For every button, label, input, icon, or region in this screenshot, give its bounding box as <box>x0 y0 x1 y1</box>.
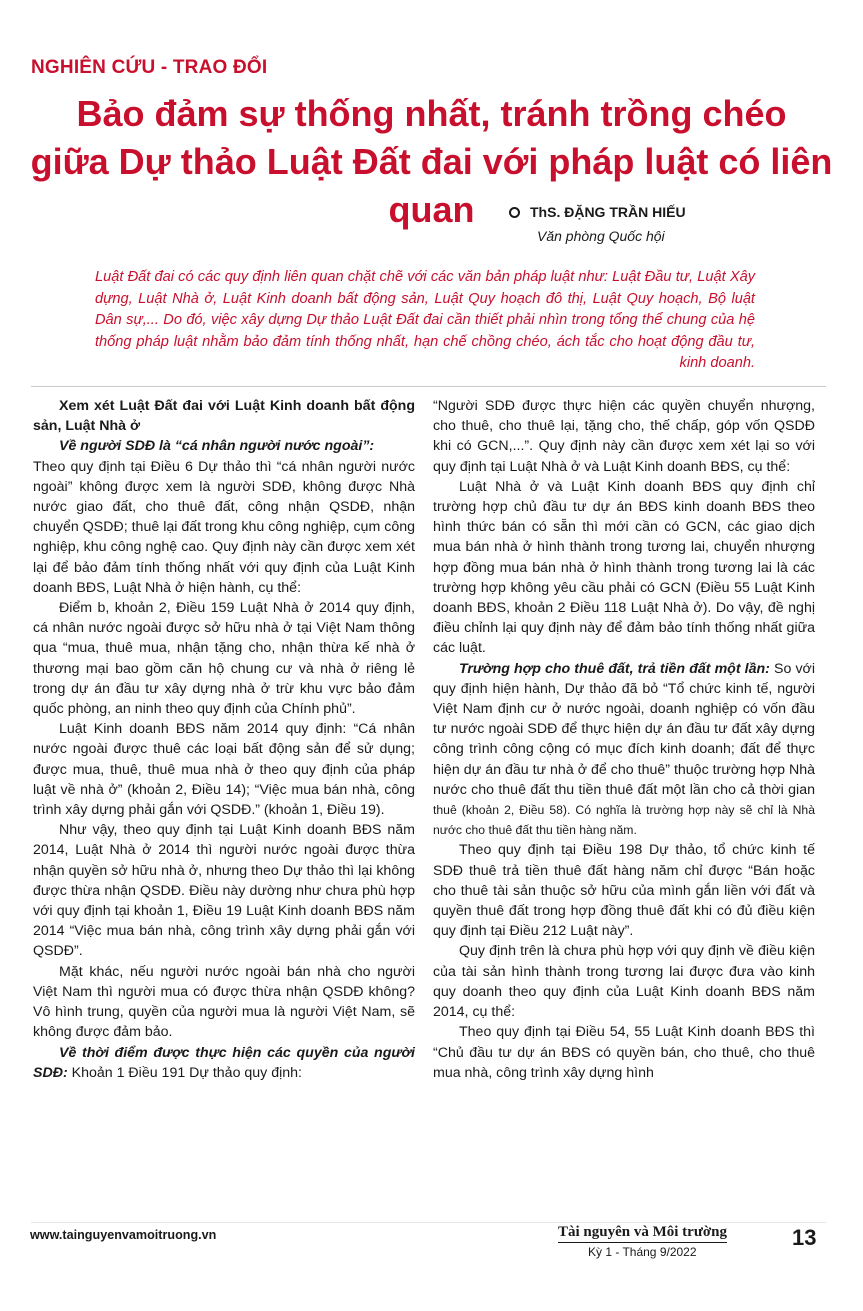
paragraph: Như vậy, theo quy định tại Luật Kinh doanh BĐS năm 2014, Luật Nhà ở 2014 thì người nước ngoài được thừa nhận quyền sở hữu nhà ở, nhưng theo Dự thảo thì lại không được thừa nhận QSDĐ. Điều này dường như chưa phù hợp với quy định tại khoản 1, Điều 19 Luật Kinh doanh BĐS năm 2014 “Việc mua bán nhà, công trình xây dựng phải gắn với QSDĐ”. <box>33 822 415 960</box>
subheading-land-lease: Trường hợp cho thuê đất, trả tiền đất một lần: <box>459 660 770 677</box>
page-number: 13 <box>792 1225 817 1250</box>
right-column <box>433 396 815 1083</box>
title-line-2: giữa Dự thảo Luật Đất đai với pháp luật có liên quan <box>30 141 833 230</box>
subheading-rights-timing: Về thời điểm được thực hiện các quyền của người SDĐ: <box>33 1044 415 1081</box>
article-title <box>0 90 863 234</box>
section-label: NGHIÊN CỨU - TRAO ĐỔI <box>31 57 268 78</box>
paragraph: Theo quy định tại Điều 6 Dự thảo thì “cá nhân người nước ngoài” không được xem là người SDĐ, không được Nhà nước giao đất, cho thuê đất, công nhận QSDĐ, nhận chuyển QSDĐ; thuê lại đất trong khu công nghiệp, cụm công nghiệp, khu công nghệ cao. Quy định này cần được xem xét lại để bảo đảm tính thống nhất với quy định của Luật Kinh doanh BĐS, Luật Nhà ở hiện hành, cụ thể: <box>33 458 415 596</box>
section-heading: Xem xét Luật Đất đai với Luật Kinh doanh bất động sản, Luật Nhà ở <box>33 398 415 435</box>
author-name: ThS. ĐẶNG TRẦN HIẾU <box>530 204 686 220</box>
paragraph: Điểm b, khoản 2, Điều 159 Luật Nhà ở 2014 quy định, cá nhân nước ngoài được sở hữu nhà ở tại Việt Nam thông qua “mua, thuê mua, nhận tặng cho, nhận thừa kế nhà ở thương mại bao gồm căn hộ chung cư và nhà ở riêng lẻ trong dự án đầu tư xây dựng nhà ở trừ khu vực bảo đảm quốc phòng, an ninh theo quy định của Chính phủ”. <box>33 600 415 718</box>
paragraph-text: Khoản 1 Điều 191 Dự thảo quy định: <box>67 1064 302 1081</box>
paragraph: Theo quy định tại Điều 198 Dự thảo, tổ chức kinh tế SDĐ thuê trả tiền thuê đất hàng năm chỉ được “Bán hoặc cho thuê tài sản thuộc sở hữu của mình gắn liền với đất và quyền thuê đất trong hợp đồng thuê đất khi có đủ điều kiện quy định tại Điều 212 Luật này”. <box>433 842 815 940</box>
paragraph: Theo quy định tại Điều 54, 55 Luật Kinh doanh BĐS thì “Chủ đầu tư dự án BĐS có quyền bán, cho thuê, cho thuê mua nhà, công trình xây dựng hình <box>433 1024 815 1081</box>
paragraph-text: So với quy định hiện hành, Dự thảo đã bỏ “Tổ chức kinh tế, người Việt Nam định cư ở nước ngoài, doanh nghiệp có vốn đầu tư nước ngoài SDĐ để thực hiện dự án đầu tư đất xây dựng công trình công cộng có mục đích kinh doanh; đất để thực hiện dự án đầu tư nhà ở để cho thuê” thuộc trường hợp Nhà nước cho thuê đất thu tiền thuê đất một lần cho cả thời gian <box>433 660 815 798</box>
author <box>509 204 686 220</box>
abstract: Luật Đất đai có các quy định liên quan chặt chẽ với các văn bản pháp luật như: Luật Đầu tư, Luật Xây dựng, Luật Nhà ở, Luật Kinh doanh bất động sản, Luật Quy hoạch đô thị, Luật Quy hoạch, Bộ luật Dân sự,... Do đó, việc xây dựng Dự thảo Luật Đất đai cần thiết phải nhìn trong tổng thể chung của hệ thống pháp luật nhằm bảo đảm tính thống nhất, hạn chế chồng chéo, ách tắc cho hoạt động đầu tư, kinh doanh. <box>95 269 755 371</box>
paragraph: Luật Kinh doanh BĐS năm 2014 quy định: “Cá nhân nước ngoài được thuê các loại bất động sản để sử dụng; được mua, thuê, thuê mua nhà ở theo quy định của pháp luật về nhà ở” (khoản 2, Điều 14); “Việc mua bán nhà, công trình xây dựng phải gắn với QSDĐ.” (khoản 1, Điều 19). <box>33 721 415 819</box>
paragraph: Mặt khác, nếu người nước ngoài bán nhà cho người Việt Nam thì người mua có được thừa nhận QSDĐ không? Vô hình trung, quyền của người mua là người Việt Nam, sẽ không được đảm bảo. <box>33 963 415 1041</box>
circle-bullet-icon <box>509 207 520 218</box>
footer-divider <box>31 1222 826 1223</box>
paragraph: “Người SDĐ được thực hiện các quyền chuyển nhượng, cho thuê, cho thuê lại, tặng cho, thế chấp, góp vốn QSDĐ khi có GCN,...”. Quy định này cần được xem xét lại so với quy định tại Luật Nhà ở và Luật Kinh doanh BĐS, cụ thể: <box>433 398 815 475</box>
author-affiliation: Văn phòng Quốc hội <box>537 228 665 244</box>
issue-label: Kỳ 1 - Tháng 9/2022 <box>588 1245 697 1259</box>
paragraph-with-subheading <box>33 1043 415 1083</box>
divider <box>31 386 826 387</box>
subheading-foreign-individual: Về người SDĐ là “cá nhân người nước ngoài”: <box>59 438 375 455</box>
paragraph-with-subheading <box>433 659 815 841</box>
title-line-1: Bảo đảm sự thống nhất, tránh trồng chéo <box>76 93 787 134</box>
left-column <box>33 396 415 1083</box>
paragraph-text-small: thuê (khoản 2, Điều 58). Có nghĩa là trường hợp này sẽ chỉ là Nhà nước cho thuê đất thu tiền hàng năm. <box>433 803 815 838</box>
footer-website: www.tainguyenvamoitruong.vn <box>30 1228 217 1242</box>
paragraph: Luật Nhà ở và Luật Kinh doanh BĐS quy định chỉ trường hợp chủ đầu tư dự án BĐS kinh doanh BĐS theo hình thức bán có sẵn thì mới cần có GCN, các giao dịch mua bán nhà ở hình thành trong tương lai, chuyển nhượng hợp đồng mua bán nhà ở hình thành trong tương lai là các trường hợp không yêu cầu phải có GCN (Điều 55 Luật Kinh doanh BĐS, khoản 2 Điều 118 Luật Nhà ở). Do vậy, đề nghị điều chỉnh lại quy định này để đảm bảo tính thống nhất giữa các luật. <box>433 478 815 657</box>
paragraph: Quy định trên là chưa phù hợp với quy định về điều kiện của tài sản hình thành trong tương lai được đưa vào kinh quy doanh theo quy định của Luật Kinh doanh BĐS năm 2014, cụ thể: <box>433 943 815 1021</box>
magazine-name: Tài nguyên và Môi trường <box>558 1224 727 1243</box>
